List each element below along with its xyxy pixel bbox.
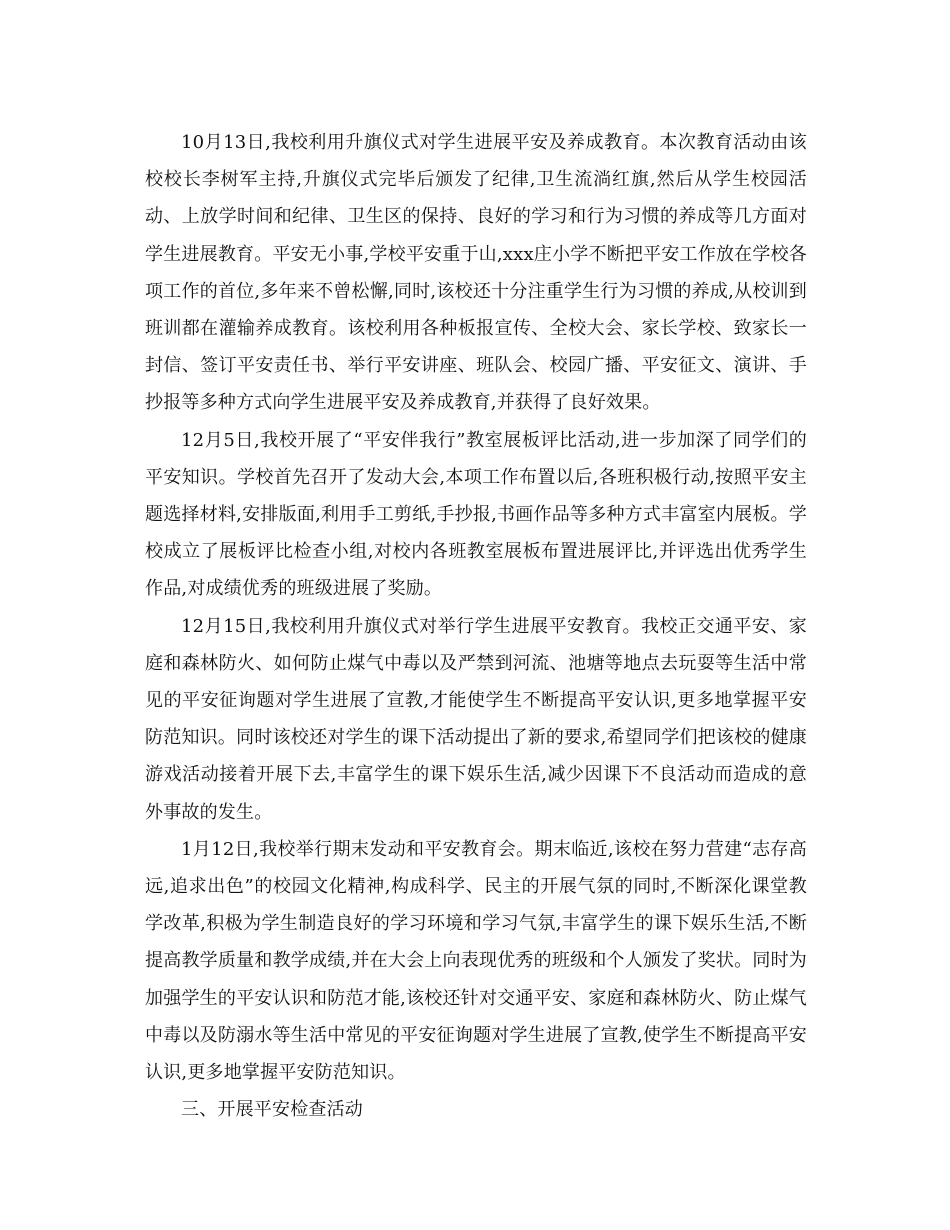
document-body bbox=[145, 124, 807, 1128]
paragraph-exhibition-board-dec5: 12月5日,我校开展了“平安伴我行”教室展板评比活动,进一步加深了同学们的平安知识。学校首先召开了发动大会,本项工作布置以后,各班积极行动,按照平安主题选择材料,安排版面,利用手工剪纸,手抄报,书画作品等多种方式丰富室内展板。学校成立了展板评比检查小组,对校内各班教室展板布置进展评比,并评选出优秀学生作品,对成绩优秀的班级进展了奖励。 bbox=[145, 429, 807, 600]
section-heading: 三、开展平安检查活动 bbox=[181, 1099, 363, 1121]
paragraph-safety-education-dec15: 12月15日,我校利用升旗仪式对举行学生进展平安教育。我校正交通平安、家庭和森林防火、如何防止煤气中毒以及严禁到河流、池塘等地点去玩耍等生活中常见的平安征询题对学生进展了宣教,才能使学生不断提高平安认识,更多地掌握平安防范知识。同时该校还对学生的课下活动提出了新的要求,希望同学们把该校的健康游戏活动接着开展下去,丰富学生的课下娱乐生活,减少因课下不良活动而造成的意外事故的发生。 bbox=[145, 615, 807, 823]
paragraph-term-end-meeting-jan12: 1月12日,我校举行期末发动和平安教育会。期末临近,该校在努力营建“志存高远,追求出色”的校园文化精神,构成科学、民主的开展气氛的同时,不断深化课堂教学改革,积极为学生制造良好的学习环境和学习气氛,丰富学生的课下娱乐生活,不断提高教学质量和教学成绩,并在大会上向表现优秀的班级和个人颁发了奖状。同时为加强学生的平安认识和防范才能,该校还针对交通平安、家庭和森林防火、防止煤气中毒以及防溺水等生活中常见的平安征询题对学生进展了宣教,使学生不断提高平安认识,更多地掌握平安防范知识。 bbox=[145, 838, 807, 1084]
paragraph-flag-ceremony-oct13: 10月13日,我校利用升旗仪式对学生进展平安及养成教育。本次教育活动由该校校长李树军主持,升旗仪式完毕后颁发了纪律,卫生流淌红旗,然后从学生校园活动、上放学时间和纪律、卫生区的保持、良好的学习和行为习惯的养成等几方面对学生进展教育。平安无小事,学校平安重于山,xxx庄小学不断把平安工作放在学校各项工作的首位,多年来不曾松懈,同时,该校还十分注重学生行为习惯的养成,从校训到班训都在灌输养成教育。该校利用各种板报宣传、全校大会、家长学校、致家长一封信、签订平安责任书、举行平安讲座、班队会、校园广播、平安征文、演讲、手抄报等多种方式向学生进展平安及养成教育,并获得了良好效果。 bbox=[145, 132, 807, 414]
